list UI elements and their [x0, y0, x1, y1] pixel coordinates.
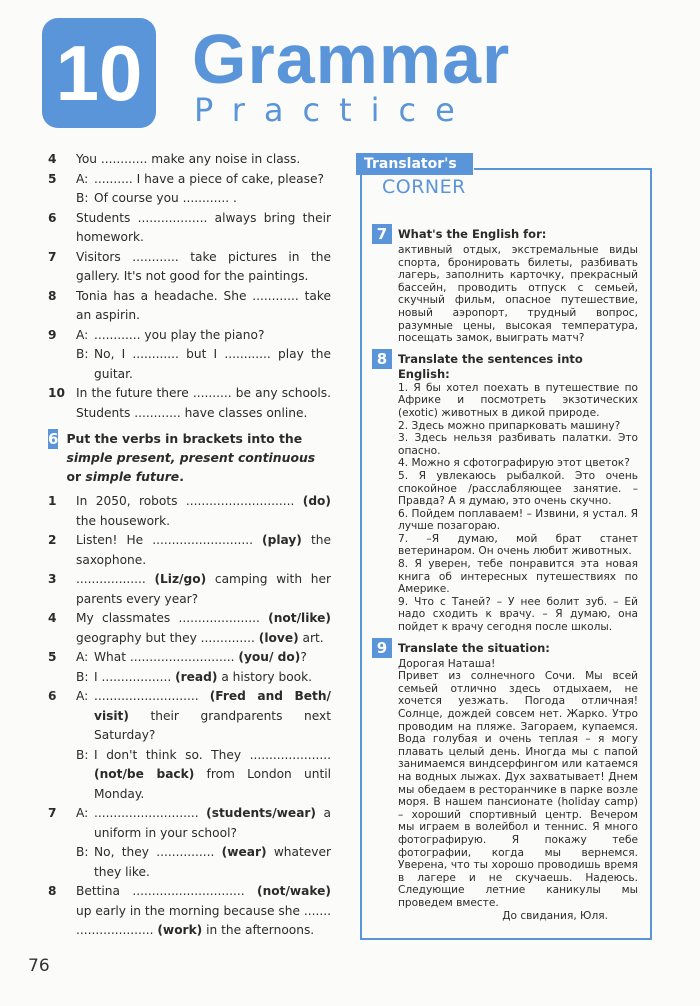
text-segment: in the afternoons. — [202, 923, 315, 937]
question-number: 1 — [48, 494, 57, 508]
letter-signature: До свидания, Юля. — [502, 909, 608, 922]
title-grammar: Grammar — [192, 20, 511, 98]
left-column — [48, 150, 331, 941]
speaker-label: A: — [76, 689, 89, 703]
question-item — [48, 492, 331, 531]
sentence: 4. Можно я сфотографирую этот цветок? — [398, 457, 630, 470]
question-item — [48, 326, 331, 346]
question-item — [48, 648, 331, 668]
verb-hint: (not/be back) — [94, 767, 195, 781]
exercise-7-title: What's the English for: — [398, 227, 547, 241]
text-segment: No, they ............... — [94, 845, 222, 859]
question-item — [48, 804, 331, 843]
letter-greeting: Дорогая Наташа! — [398, 657, 496, 670]
text-segment: up early in the morning because she ....... .................... — [76, 903, 331, 937]
speaker-label: B: — [76, 845, 89, 859]
question-text — [76, 492, 331, 531]
question-item — [48, 843, 331, 882]
question-number: 6 — [48, 210, 57, 225]
question-text — [76, 531, 331, 570]
question-text — [94, 648, 331, 668]
unit-number: 10 — [55, 29, 143, 117]
speaker-label: B: — [76, 747, 89, 762]
sentence: 9. Что с Таней? – У нее болит зуб. – Ей надо сходить к врачу. – Я думаю, она пойдет к врачу сегодня после школы. — [398, 595, 638, 634]
question-item — [48, 609, 331, 648]
text-segment: ........................... — [94, 806, 207, 820]
text-segment: ? — [300, 650, 307, 664]
text-segment: Listen! He .......................... — [76, 533, 263, 547]
speaker-label: B: — [76, 347, 89, 361]
verb-hint: (you/ do) — [238, 650, 301, 664]
sentence: 7. –Я думаю, мой брат станет ветеринаром. Он очень любит животных. — [398, 532, 638, 558]
question-item — [48, 746, 331, 805]
question-number: 4 — [48, 152, 57, 166]
question-item — [48, 668, 331, 688]
question-text — [94, 843, 331, 882]
exercise-8-body — [372, 382, 638, 634]
question-number: 4 — [48, 611, 57, 625]
question-text — [76, 609, 331, 648]
question-item — [48, 209, 331, 248]
question-text — [76, 570, 331, 609]
text-segment: In 2050, robots ............................ — [76, 494, 303, 508]
question-item — [48, 287, 331, 326]
exercise-badge: 8 — [372, 349, 392, 369]
page-number: 76 — [28, 956, 50, 976]
exercise-badge: 9 — [372, 638, 392, 658]
verb-hint: (not/wake) — [257, 884, 331, 898]
question-item — [48, 882, 331, 941]
exercise-7-heading — [372, 224, 638, 244]
text-segment: whatever they like. — [94, 845, 331, 879]
question-number: 7 — [48, 249, 57, 264]
verb-hint: (students/wear) — [206, 806, 316, 820]
question-text: Tonia has a headache. She ............ take an aspirin. — [76, 288, 331, 322]
question-item — [48, 531, 331, 570]
speaker-label: A: — [76, 171, 89, 186]
question-text: Of course you ............ . — [94, 191, 237, 205]
question-text — [94, 687, 331, 746]
sentence: 2. Здесь можно припарковать машину? — [398, 419, 621, 432]
question-item — [48, 150, 331, 170]
question-text — [94, 746, 331, 805]
verb-hint: (Fred and Beth/ visit) — [94, 689, 331, 723]
verb-hint: (play) — [262, 533, 302, 547]
question-text: .......... I have a piece of cake, please? — [94, 171, 324, 186]
question-number: 2 — [48, 533, 57, 547]
question-item — [48, 384, 331, 423]
text-segment: Bettina ............................. — [76, 884, 257, 898]
verb-hint: (wear) — [221, 845, 267, 859]
question-text: Students .................. always bring their homework. — [76, 210, 331, 244]
letter-body: Привет из солнечного Сочи. Мы всей семьей отлично здесь отдыхаем, не хочется уезжать. Погода отличная! Солнце, дождей совсем нет. Жарко. Утро проводим на пляже. Загораем, купаемся. Вода голубая и очень теплая – я могу плавать целый день. Иногда мы с папой занимаемся виндсерфингом или катаемся на водных лыжах. Дух захватывает! Днем мы обедаем в ресторанчике в парке возле моря. В нашем пансионате (holiday camp) – хороший спортивный центр. Вечером мы играем в волейбол и теннис. Я много фотографирую. Я покажу тебе фотографии, когда мы вернемся. Уверена, что ты хорошо проводишь время в лагере и не скучаешь. Надеюсь. Следующие летние каникулы мы проведем вместе. — [398, 670, 638, 909]
text-segment: their grandparents next Saturday? — [94, 708, 331, 742]
exercise-6-instruction: Put the verbs in brackets into the simple present, present continuous or simple future. — [66, 431, 316, 484]
text-segment: a history book. — [217, 669, 313, 684]
text-segment: a uniform in your school? — [94, 806, 331, 840]
exercise-9-title: Translate the situation: — [398, 640, 550, 655]
verb-hint: (work) — [157, 923, 203, 937]
question-text: Visitors ............ take pictures in the gallery. It's not good for the paintings. — [76, 249, 331, 283]
exercise-badge: 7 — [372, 224, 392, 244]
question-number: 7 — [48, 806, 57, 820]
text-segment: camping with her parents every year? — [76, 572, 331, 606]
exercise-badge: 6 — [48, 430, 59, 448]
question-number: 8 — [48, 288, 57, 303]
exercise-8-heading — [372, 349, 638, 382]
exercise-6-heading — [48, 429, 331, 486]
sentence: 8. Я уверен, тебе понравится эта новая книга об интересных путешествиях по Америке. — [398, 558, 638, 596]
text-segment: My classmates ..................... — [76, 611, 269, 625]
unit-number-badge — [42, 18, 156, 128]
question-number: 5 — [48, 171, 57, 186]
question-text — [76, 882, 331, 941]
question-item — [48, 248, 331, 287]
verb-hint: (do) — [302, 494, 331, 508]
text-segment: ........................... — [94, 689, 210, 703]
text-segment: I .................. — [94, 669, 176, 684]
question-text: ............ you play the piano? — [94, 327, 265, 342]
question-number: 9 — [48, 327, 57, 342]
exercise-9-heading — [372, 638, 638, 658]
question-text — [94, 668, 331, 688]
translators-corner-subtitle: CORNER — [382, 176, 466, 198]
verb-hint: (not/like) — [268, 611, 331, 625]
text-segment: .................. — [76, 572, 155, 586]
text-segment: geography but they .............. — [76, 630, 259, 645]
text-segment: the saxophone. — [76, 533, 331, 567]
translators-corner — [372, 220, 638, 922]
verb-hint: (love) — [258, 630, 299, 645]
translators-corner-title: Translator's — [356, 153, 473, 175]
sentence: 3. Здесь нельзя разбивать палатки. Это опасно. — [398, 432, 638, 457]
question-item — [48, 345, 331, 384]
exercise-9-body — [372, 658, 638, 922]
verb-hint: (read) — [175, 669, 218, 684]
text-segment: the housework. — [76, 513, 170, 528]
question-number: 6 — [48, 689, 57, 703]
exercise-5-items — [48, 150, 331, 423]
question-item — [48, 189, 331, 209]
question-text: You ............ make any noise in class. — [76, 152, 301, 166]
speaker-label: B: — [76, 191, 89, 205]
sentence: 6. Пойдем поплаваем! – Извини, я устал. Я лучше позагораю. — [398, 507, 638, 533]
title-practice: Practice — [194, 91, 474, 129]
exercise-7-body: активный отдых, экстремальные виды спорта, бронировать билеты, разбивать лагерь, заполнить карточку, прекрасный бассейн, проводить отпуск с семьей, скучный фильм, опасное путешествие, новый аэропорт, трудный вопрос, разумные цены, высокая температура, посещать замок, выиграть матч? — [398, 244, 638, 345]
question-number: 10 — [48, 386, 65, 400]
speaker-label: B: — [76, 669, 89, 684]
text-segment: What ........................... — [94, 650, 239, 664]
sentence: 1. Я бы хотел поехать в путешествие по Африке и посмотреть экзотических (exotic) животных в дикой природе. — [398, 381, 638, 419]
question-item — [48, 687, 331, 746]
exercise-8-title: Translate the sentences into English: — [397, 351, 583, 381]
speaker-label: A: — [76, 806, 89, 820]
text-segment: art. — [298, 630, 324, 645]
question-text — [94, 804, 331, 843]
sentence: 5. Я увлекаюсь рыбалкой. Это очень спокойное /расслабляющее занятие. – Правда? А я думаю, это очень скучно. — [398, 469, 638, 508]
question-number: 8 — [48, 884, 57, 898]
question-number: 5 — [48, 650, 57, 664]
exercise-6-items — [48, 492, 331, 941]
question-text: No, I ............ but I ............ play the guitar. — [94, 347, 331, 381]
question-item — [48, 170, 331, 190]
text-segment: from London until Monday. — [94, 767, 331, 801]
question-text: In the future there .......... be any schools. Students ............ have classes online. — [76, 386, 331, 420]
question-item — [48, 570, 331, 609]
question-number: 3 — [48, 572, 57, 586]
speaker-label: A: — [76, 327, 89, 342]
verb-hint: (Liz/go) — [154, 572, 207, 586]
text-segment: I don't think so. They ..................... — [94, 747, 331, 762]
speaker-label: A: — [76, 650, 89, 664]
